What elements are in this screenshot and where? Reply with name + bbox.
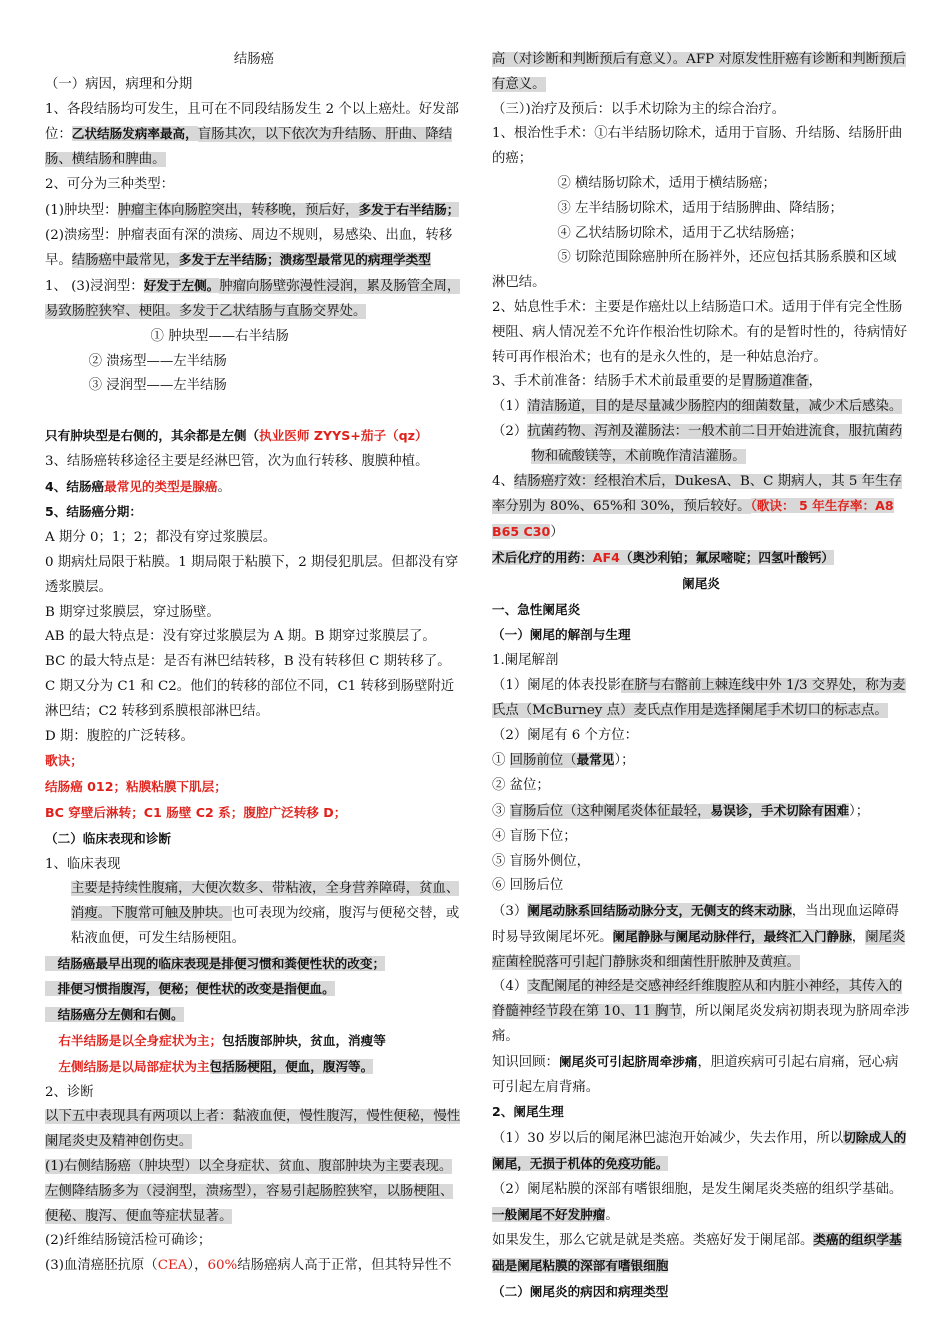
- right-paragraph: [492, 899, 910, 975]
- left-paragraph: [45, 977, 463, 1003]
- text-run: 淋巴结。: [492, 275, 546, 291]
- left-paragraph: [45, 424, 463, 450]
- text-run: 胃肠道准备: [741, 374, 809, 390]
- right-paragraph: [492, 296, 910, 370]
- text-run: （2）阑尾有 6 个方位：: [492, 727, 639, 743]
- text-run: 1.阑尾解剖: [492, 653, 559, 669]
- right-paragraph: [492, 748, 910, 774]
- text-run: 麦氏点作用是选择阑尾手术切口的标志点。: [633, 702, 888, 718]
- text-run: （歌诀： 5 年生存率：A8 B65 C30: [492, 498, 894, 540]
- text-run: 1、各段结肠均可发生，且可在不同段结肠发生 2 个以上癌灶。好发部位：: [45, 101, 459, 143]
- text-run: (3)血清癌胚抗原（: [45, 1258, 158, 1274]
- left-paragraph: [45, 73, 463, 98]
- left-paragraph: [45, 450, 463, 475]
- left-paragraph: [45, 224, 463, 275]
- left-paragraph: [45, 274, 463, 325]
- text-run: [45, 1034, 58, 1049]
- left-paragraph: [45, 853, 463, 878]
- text-run: C 期又分为 C1 和 C2。他们的转移的部位不同，C1 转移到肠壁附近淋巴结；C2 转移到系膜根部淋巴结。: [45, 678, 455, 719]
- text-run: 最常见: [576, 752, 615, 768]
- right-paragraph: [492, 470, 910, 546]
- text-run: 阑尾炎可引起脐周牵涉痛: [558, 1053, 698, 1069]
- right-paragraph: [492, 271, 910, 296]
- text-run: 盲肠其次，以下依次为升结肠、肝曲、降结肠、横结肠和脾曲。: [45, 127, 453, 168]
- right-paragraph: [492, 1280, 910, 1306]
- left-paragraph: [45, 1029, 463, 1055]
- text-run: ⑤ 切除范围除癌肿所在肠袢外，还应包括其肠系膜和区域: [544, 250, 897, 266]
- text-run: 肿瘤向肠壁弥漫性浸润，累及肠管全周，易致肠腔狭窄、梗阻。多发于乙状结肠与直肠交界处。: [45, 279, 461, 319]
- text-run: 2、姑息性手术：主要是作癌灶以上结肠造口术。适用于伴有完全性肠梗阻、病人情况差不允许作根治性切除术。有的是暂时性的，待病情好转可再作根治术；也有的是永久性的，是一种姑息治疗。: [492, 299, 908, 365]
- text-run: 知识回顾：: [492, 1054, 559, 1070]
- text-run: 切除成人的阑尾，无损于机体的免疫功能。: [492, 1130, 907, 1172]
- text-run: ⑤ 盲肠外侧位，: [492, 853, 590, 869]
- text-run: 支配阑尾的神经是交感神经纤维腹腔从和内脏小神经，其传入的脊髓神经节段在第 10、11 胸节: [492, 979, 903, 1020]
- text-run: 排便习惯指腹泻，便秘；便性状的改变是指便血。: [45, 981, 335, 997]
- text-run: （1）30 岁以后的阑尾淋巴滤泡开始减少，失去作用，所以: [492, 1131, 844, 1147]
- text-run: （二）阑尾炎的病因和病理类型: [492, 1284, 669, 1300]
- text-run: 结肠癌病人高于正常，但其特异性不: [237, 1258, 452, 1274]
- left-paragraph: [45, 1229, 463, 1254]
- text-run: 左侧结肠是以局部症状为主: [58, 1058, 210, 1074]
- left-paragraph: [45, 350, 463, 375]
- text-run: CEA: [157, 1258, 188, 1274]
- right-paragraph: [492, 1100, 910, 1126]
- text-run: A 期分 0；1；2；都没有穿过浆膜层。: [45, 530, 277, 546]
- right-paragraph: [492, 420, 910, 445]
- right-paragraph: [492, 546, 910, 572]
- right-paragraph: [492, 850, 910, 875]
- text-run: ，所以阑尾炎发病初期表现为脐周牵涉痛。: [492, 1004, 910, 1045]
- left-paragraph: [45, 952, 463, 978]
- text-run: 。: [217, 479, 231, 495]
- right-paragraph: [492, 1178, 910, 1229]
- text-run: 回肠前位（: [509, 753, 577, 769]
- right-paragraph: [492, 445, 910, 470]
- text-run: AF4: [592, 549, 620, 565]
- text-run: 好发于左侧。: [143, 278, 220, 294]
- right-paragraph: [492, 98, 910, 123]
- text-run: 右半结肠是以全身症状为主；: [58, 1033, 223, 1049]
- right-column: [492, 48, 910, 1306]
- right-paragraph: [492, 1228, 910, 1280]
- left-paragraph: [45, 650, 463, 675]
- right-paragraph: [492, 222, 910, 247]
- text-run: 物和硫酸镁等，术前晚作清洁灌肠。: [531, 448, 746, 464]
- text-run: （1）: [492, 399, 528, 415]
- left-paragraph: [45, 374, 463, 399]
- text-run: ）；: [849, 803, 870, 819]
- text-run: 一、急性阑尾炎: [492, 601, 581, 617]
- text-run: ③ 左半结肠切除术，适用于结肠脾曲、降结肠；: [544, 200, 843, 216]
- text-run: 阑尾静脉与阑尾动脉伴行，最终汇入门静脉: [612, 928, 852, 944]
- text-run: 在脐与右髂前上棘连线中外 1/3 交界处，称为麦氏点（McBurney 点）: [492, 677, 906, 718]
- text-run: ② 盆位；: [492, 778, 550, 794]
- left-paragraph: [45, 625, 463, 650]
- text-run: ④ 盲肠下位；: [492, 828, 577, 844]
- right-paragraph: [492, 48, 910, 98]
- text-run: ，: [808, 374, 822, 390]
- text-run: 结肠癌: [233, 52, 275, 67]
- right-paragraph: [492, 874, 910, 899]
- text-run: ③: [492, 803, 510, 819]
- left-paragraph: [45, 325, 463, 350]
- right-paragraph: [492, 122, 910, 172]
- left-paragraph: [45, 173, 463, 198]
- left-paragraph: [45, 1055, 463, 1081]
- text-run: 4、结肠癌: [45, 478, 105, 494]
- right-paragraph: [492, 975, 910, 1049]
- text-run: 阑尾动脉系回结肠动脉分支，无侧支的终末动脉: [527, 903, 792, 919]
- right-paragraph: [492, 724, 910, 749]
- text-run: （1）阑尾的体表投影: [492, 677, 622, 693]
- left-paragraph: [45, 725, 463, 750]
- text-run: [45, 1060, 58, 1075]
- text-run: 只有肿块型是右侧的，其余都是左侧（: [45, 427, 260, 443]
- text-run: 2、诊断: [45, 1084, 94, 1100]
- right-paragraph: [492, 370, 910, 395]
- text-run: 类癌的组织学基础是阑尾粘膜的深部有嗜银细胞: [492, 1232, 902, 1274]
- text-run: （一）病因，病理和分期: [45, 76, 193, 92]
- text-run: ），: [187, 1258, 208, 1274]
- right-paragraph: [492, 674, 910, 724]
- left-paragraph: [45, 500, 463, 526]
- text-run: 阑尾炎症菌栓脱落可引起门静脉炎和细菌性肝脓肿及黄疸。: [492, 929, 906, 970]
- text-run: 一般阑尾不好发肿瘤: [492, 1206, 606, 1222]
- left-paragraph: [45, 1003, 463, 1029]
- text-run: 抗菌药物、泻剂及灌肠法：一般术前二日开始进流食，服抗菌药: [527, 423, 903, 439]
- text-run: ，当出现血运障碍时易导致阑尾坏死。: [492, 904, 899, 945]
- text-run: AB 的最大特点是：没有穿过浆膜层为 A 期。B 期穿过浆膜层了。: [45, 629, 436, 645]
- text-run: 结肠癌疗效：经根治术后，DukesA、B、C 期病人，其 5 年生存率分别为 80%、65%和 30%，预后较好。: [492, 473, 902, 515]
- text-run: 清洁肠道，目的是尽量减少肠腔内的细菌数量，减少术后感染。: [527, 399, 903, 415]
- text-run: 术后化疗的用药：: [492, 549, 593, 565]
- text-run: 以下五中表现具有两项以上者：黏液血便，慢性腹泻，慢性便秘，慢性阑尾炎史及精神创伤史。: [45, 1109, 461, 1150]
- left-paragraph: [45, 1081, 463, 1106]
- text-run: 乙状结肠发病率最高，: [71, 126, 198, 142]
- text-run: (1)右侧结肠癌（肿块型）以全身症状、贫血、腹部肿块为主要表现。左侧降结肠多为（浸润型，溃疡型），容易引起肠腔狭窄，以肠梗阻、便秘、腹泻、便血等症状显著。: [45, 1159, 454, 1224]
- text-run: （3）: [492, 904, 528, 920]
- text-run: （4）: [492, 979, 528, 995]
- text-run: （2）阑尾粘膜的深部有嗜银细胞，是发生阑尾炎类癌的组织学基础。: [492, 1181, 903, 1197]
- text-run: 1、 (3)浸润型：: [45, 279, 144, 295]
- text-run: 5、结肠癌分期：: [45, 504, 142, 520]
- left-paragraph: [45, 827, 463, 853]
- text-run: 也可表现为绞痛，腹泻与便秘交替，或粘液血便，可发生结肠梗阻。: [71, 906, 460, 946]
- text-run: ④ 乙状结肠切除术，适用于乙状结肠癌；: [544, 225, 803, 241]
- right-paragraph: [492, 598, 910, 624]
- right-paragraph: [492, 799, 910, 825]
- text-run: ① 肿块型——右半结肠: [97, 328, 289, 344]
- right-paragraph: [492, 395, 910, 420]
- text-run: D 期：腹腔的广泛转移。: [45, 728, 194, 744]
- text-run: 3、手术前准备：结肠手术术前最重要的是: [492, 374, 742, 390]
- left-paragraph: [45, 98, 463, 173]
- text-run: 包括腹部肿块，贫血，消瘦等: [222, 1033, 386, 1049]
- text-run: 结肠癌分左侧和右侧。: [45, 1007, 184, 1023]
- text-run: 结肠癌中最常见，: [71, 253, 179, 269]
- text-run: ，: [851, 929, 866, 945]
- text-run: BC 穿壁后淋转；C1 肠壁 C2 系；腹腔广泛转移 D；: [45, 804, 347, 820]
- text-run: 主要是持续性腹痛，大便次数多、带粘液，全身营养障碍，贫血、消瘦。下腹常可触及肿块。: [71, 881, 460, 922]
- text-run: （2）: [492, 423, 528, 439]
- text-run: ）；: [614, 753, 635, 769]
- left-paragraph: [45, 675, 463, 725]
- left-paragraph: [45, 551, 463, 601]
- text-run: 0 期病灶局限于粘膜。1 期局限于粘膜下，2 期侵犯肌层。但都没有穿透浆膜层。: [45, 554, 459, 595]
- text-run: 高（对诊断和判断预后有意义）。AFP 对原发性肝癌有诊断和判断预后有意义。: [492, 52, 906, 92]
- right-paragraph: [492, 1050, 910, 1101]
- text-run: 包括肠梗阻，便血，腹泻等。: [209, 1058, 374, 1074]
- left-paragraph: [45, 198, 463, 224]
- text-run: 4、: [492, 473, 514, 489]
- left-paragraph: [45, 1155, 463, 1229]
- text-run: 肿瘤主体向肠腔突出，转移晚，预后好，: [117, 202, 359, 218]
- right-paragraph: [492, 623, 910, 649]
- text-run: 2、阑尾生理: [492, 1104, 564, 1120]
- text-run: 结肠癌 012；粘膜粘膜下肌层；: [45, 779, 227, 795]
- text-run: 3、结肠癌转移途径主要是经淋巴管，次为血行转移、腹膜种植。: [45, 453, 429, 469]
- right-paragraph: [492, 197, 910, 222]
- text-run: 2、可分为三种类型：: [45, 176, 175, 192]
- text-run: 结肠癌最早出现的临床表现是排便习惯和粪便性状的改变；: [45, 955, 386, 971]
- text-run: 执业医师 ZYYS+茄子（qz）: [259, 427, 428, 443]
- text-run: ）: [550, 525, 564, 541]
- text-run: （奥沙利铂；氟尿嘧啶；四氢叶酸钙）: [619, 549, 834, 565]
- text-run: 多发于右半结肠；: [358, 201, 460, 217]
- text-run: (2)溃疡型：肿瘤表面有深的溃疡、周边不规则，易感染、出血，转移早。: [45, 227, 453, 269]
- text-run: ② 溃疡型——左半结肠: [71, 353, 227, 369]
- left-paragraph: [45, 48, 463, 73]
- right-paragraph: [492, 649, 910, 674]
- text-run: 阑尾炎: [682, 575, 720, 591]
- text-run: ，胆道疾病可引起右肩痛，冠心病可引起左肩背痛。: [492, 1054, 899, 1095]
- text-run: （二）临床表现和诊断: [45, 830, 171, 846]
- text-run: （三）)治疗及预后：以手术切除为主的综合治疗。: [492, 101, 786, 117]
- text-run: ③ 浸润型——左半结肠: [71, 378, 227, 394]
- text-run: 盲肠后位（这种阑尾炎体征最轻，: [509, 803, 711, 819]
- text-run: （一）阑尾的解剖与生理: [492, 627, 631, 643]
- text-run: ② 横结肠切除术，适用于横结肠癌；: [544, 175, 776, 191]
- left-paragraph: [45, 526, 463, 551]
- text-run: BC 的最大特点是：是否有淋巴结转移，B 没有转移但 C 期转移了。: [45, 654, 451, 670]
- text-run: 如果发生，那么它就是就是类癌。类癌好发于阑尾部。: [492, 1233, 814, 1249]
- text-run: 多发于左半结肠；溃疡型最常见的病理学类型: [178, 252, 431, 268]
- right-paragraph: [492, 1126, 910, 1178]
- left-paragraph: [45, 601, 463, 626]
- text-run: ⑥ 回肠后位: [492, 878, 564, 894]
- right-paragraph: [492, 246, 910, 271]
- text-run: (2)纤维结肠镜活检可确诊；: [45, 1233, 212, 1249]
- text-run: B 期穿过浆膜层，穿过肠壁。: [45, 604, 220, 620]
- text-run: (1)肿块型：: [45, 202, 118, 218]
- text-run: 1、根治性手术：①右半结肠切除术，适用于盲肠、升结肠、结肠肝曲的癌；: [492, 126, 903, 167]
- left-paragraph: [45, 1254, 463, 1279]
- left-paragraph: [45, 749, 463, 775]
- left-paragraph: [45, 1105, 463, 1155]
- text-run: 歌诀；: [45, 753, 83, 769]
- text-run: ①: [492, 753, 510, 769]
- text-run: 60%: [207, 1258, 238, 1274]
- text-run: 。: [605, 1207, 619, 1223]
- left-column: [45, 48, 463, 1279]
- text-run: [518, 449, 531, 464]
- right-paragraph: [492, 774, 910, 799]
- text-run: 易误诊，手术切除有困难: [710, 802, 850, 818]
- text-run: 1、临床表现: [45, 856, 121, 872]
- right-paragraph: [492, 172, 910, 197]
- left-paragraph: [45, 399, 463, 424]
- left-paragraph: [45, 475, 463, 501]
- right-paragraph: [492, 825, 910, 850]
- right-paragraph: [492, 572, 910, 598]
- left-paragraph: [45, 877, 463, 951]
- left-paragraph: [45, 775, 463, 801]
- left-paragraph: [45, 801, 463, 827]
- text-run: 最常见的类型是腺癌: [104, 478, 218, 494]
